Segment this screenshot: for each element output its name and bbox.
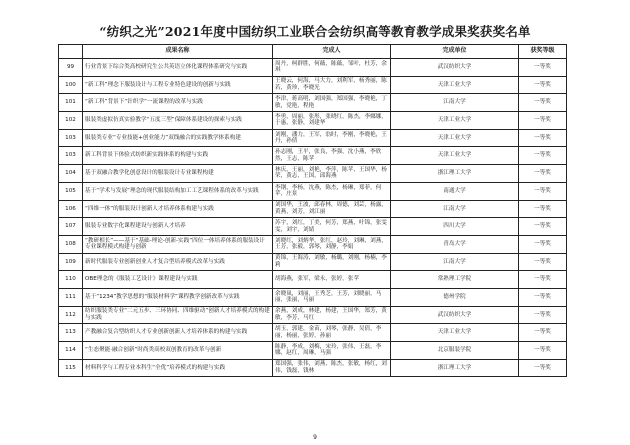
cell-award-level: 一等奖 bbox=[519, 200, 567, 218]
header-unit: 完成单位 bbox=[391, 45, 519, 59]
cell-achievement-name: 服装类专业“专业技能+创业能力”双线融合的实践教学体系构建 bbox=[83, 129, 273, 147]
cell-contributors: 刘刚，潘力，王军，翁时，李刚，李晓艳，王丹，孙倩 bbox=[273, 129, 391, 147]
document-title: “纺织之光”2021年度中国纺织工业联合会纺织高等教育教学成果奖获奖名单 bbox=[99, 24, 531, 39]
table-header-row bbox=[59, 45, 567, 59]
cell-award-level: 一等奖 bbox=[519, 235, 567, 253]
cell-contributors: 林庆，王丽，刘艳，李萍，陈苹，王国华，杨荣，黄志，王国，邱海燕 bbox=[273, 165, 391, 183]
cell-achievement-name: 服装类虚拟仿真实验教学“五度三型”保障体系建设的探索与实践 bbox=[83, 112, 273, 130]
cell-institution: 江南大学 bbox=[391, 253, 519, 271]
cell-number: 109 bbox=[59, 253, 83, 271]
cell-number: 101 bbox=[59, 94, 83, 112]
cell-achievement-name: 产教融合复合型纺织人才专业创新创新人才培养体系的构建与实践 bbox=[83, 324, 273, 342]
cell-award-level: 一等奖 bbox=[519, 253, 567, 271]
cell-number: 110 bbox=[59, 271, 83, 289]
cell-number: 100 bbox=[59, 76, 83, 94]
table-row bbox=[59, 342, 567, 360]
cell-award-level: 一等奖 bbox=[519, 129, 567, 147]
cell-award-level: 一等奖 bbox=[519, 359, 567, 377]
table-body bbox=[59, 59, 567, 377]
table-row bbox=[59, 306, 567, 324]
cell-award-level: 一等奖 bbox=[519, 147, 567, 165]
table-row bbox=[59, 359, 567, 377]
cell-contributors: 黄锦，王海涛，刘敏，杨璐，刘刚，杨楠，李莉 bbox=[273, 253, 391, 271]
cell-achievement-name: 服装专业数字化课程建设与创新人才培养 bbox=[83, 218, 273, 236]
cell-number: 114 bbox=[59, 342, 83, 360]
cell-institution: 武汉纺织大学 bbox=[391, 306, 519, 324]
cell-number: 115 bbox=[59, 359, 83, 377]
cell-institution: 浙江理工大学 bbox=[391, 165, 519, 183]
table-row bbox=[59, 253, 567, 271]
cell-achievement-name: “教研相长”——基于“基础-理论-创新-实践”四位一体培养体系的服装设计专业课程模式构建与创新 bbox=[83, 235, 273, 253]
table-row bbox=[59, 94, 567, 112]
cell-institution: 德州学院 bbox=[391, 288, 519, 306]
cell-award-level: 一等奖 bbox=[519, 218, 567, 236]
cell-institution: 常熟理工学院 bbox=[391, 271, 519, 289]
table-row bbox=[59, 129, 567, 147]
table-row bbox=[59, 218, 567, 236]
cell-number: 111 bbox=[59, 288, 83, 306]
cell-award-level: 一等奖 bbox=[519, 59, 567, 77]
table-row bbox=[59, 182, 567, 200]
cell-achievement-name: 基于“1234”教学思想的“服装材料学”课程教学创新改革与实践 bbox=[83, 288, 273, 306]
cell-institution: 浙江理工大学 bbox=[391, 359, 519, 377]
table-row bbox=[59, 324, 567, 342]
table-row bbox=[59, 288, 567, 306]
table-row bbox=[59, 76, 567, 94]
cell-number: 108 bbox=[59, 235, 83, 253]
cell-contributors: 刘国华，王波，邱春林，周德，刘芸，杨露，黄燕，刘芳，刘江丽 bbox=[273, 200, 391, 218]
cell-achievement-name: “四维一体”的服装设计创新人才培养体系构建与实践 bbox=[83, 200, 273, 218]
cell-award-level: 一等奖 bbox=[519, 165, 567, 183]
table-row bbox=[59, 112, 567, 130]
cell-achievement-name: “新工科”背景下“针织学”一流课程的改革与实践 bbox=[83, 94, 273, 112]
cell-number: 105 bbox=[59, 182, 83, 200]
header-people: 完成人 bbox=[273, 45, 391, 59]
cell-award-level: 一等奖 bbox=[519, 306, 567, 324]
cell-award-level: 一等奖 bbox=[519, 324, 567, 342]
cell-institution: 武汉纺织大学 bbox=[391, 59, 519, 77]
header-no bbox=[59, 45, 83, 59]
cell-achievement-name: 材料科学与工程专业本科生“全优”培养模式的构建与实践 bbox=[83, 359, 273, 377]
cell-achievement-name: “生态聚能·融合创新”时尚类高校双创教育的改革与创新 bbox=[83, 342, 273, 360]
cell-number: 112 bbox=[59, 306, 83, 324]
cell-contributors: 刘晓红，刘炳华，张红，赵玲，刘琳，刘燕，王芳，张毅，郭琴，刘静，李娟 bbox=[273, 235, 391, 253]
cell-institution: 青岛大学 bbox=[391, 235, 519, 253]
cell-contributors: 李津，蒋高明，刘国强，郑国强，李晓艳，丁敏，党艳，程艳 bbox=[273, 94, 391, 112]
cell-number: 107 bbox=[59, 218, 83, 236]
cell-number: 99 bbox=[59, 59, 83, 77]
cell-contributors: 王晓云，何海，马大力，刘利军，杨秀丽，陈若，黄珍，李晓光 bbox=[273, 76, 391, 94]
cell-achievement-name: 行业背景下综合类高校研究生公共英语立体化课程体系研究与实践 bbox=[83, 59, 273, 77]
cell-achievement-name: 新工科背景下体验式纺织新实践体系的构建与实践 bbox=[83, 147, 273, 165]
cell-award-level: 一等奖 bbox=[519, 112, 567, 130]
cell-institution: 天津工业大学 bbox=[391, 147, 519, 165]
cell-institution: 天津工业大学 bbox=[391, 76, 519, 94]
table-row bbox=[59, 235, 567, 253]
cell-award-level: 一等奖 bbox=[519, 182, 567, 200]
cell-number: 106 bbox=[59, 200, 83, 218]
cell-number: 103 bbox=[59, 129, 83, 147]
cell-contributors: 李勇，周丽，张彤，张晓红，陈杰，李娜娜，于惠，张静，刘建华 bbox=[273, 112, 391, 130]
cell-achievement-name: “新工科”理念下服装设计与工程专业特色建设的创新与实践 bbox=[83, 76, 273, 94]
cell-institution: 天津工业大学 bbox=[391, 324, 519, 342]
cell-award-level: 一等奖 bbox=[519, 271, 567, 289]
cell-award-level: 一等奖 bbox=[519, 288, 567, 306]
cell-institution: 四川大学 bbox=[391, 218, 519, 236]
cell-contributors: 苏宇，刘红，丁美，何芳，郑燕，叶锦，张雯雯，刘宇，刘婧 bbox=[273, 218, 391, 236]
cell-institution: 江南大学 bbox=[391, 94, 519, 112]
cell-contributors: 郑国强，张伟，刘燕，陈杰，张敏，杨红，刘伟，钱磊，钱林 bbox=[273, 359, 391, 377]
cell-institution: 天津工业大学 bbox=[391, 129, 519, 147]
table-row bbox=[59, 59, 567, 77]
cell-award-level: 一等奖 bbox=[519, 342, 567, 360]
cell-contributors: 胡海燕，张军，梁永，张婷，张苹 bbox=[273, 271, 391, 289]
cell-institution: 天津工业大学 bbox=[391, 112, 519, 130]
cell-institution: 江南大学 bbox=[391, 200, 519, 218]
cell-contributors: 周丹，柯群胜，何薇，陈薇，邹叶，杜芳，余琪 bbox=[273, 59, 391, 77]
cell-contributors: 胡玉，郭建，金苗，刘琴，张静，吴倩，李丽，杨丽，张婷，孙丽 bbox=[273, 324, 391, 342]
cell-achievement-name: 基于双融合教学化创意设计的服装设计专业课程构建 bbox=[83, 165, 273, 183]
cell-achievement-name: 新时代服装专业创新创业人才复合型培养模式改革与实践 bbox=[83, 253, 273, 271]
cell-contributors: 孙志刚，王平，张良，李强，沈小燕，李欣然，王志，陈苹 bbox=[273, 147, 391, 165]
cell-number: 102 bbox=[59, 112, 83, 130]
cell-contributors: 余燕，刘成，林建，杨建，王国华，郑芳，黄敏，李芳，马红 bbox=[273, 306, 391, 324]
cell-number: 113 bbox=[59, 324, 83, 342]
cell-award-level: 一等奖 bbox=[519, 94, 567, 112]
table-row bbox=[59, 147, 567, 165]
cell-award-level: 一等奖 bbox=[519, 76, 567, 94]
cell-institution: 北京服装学院 bbox=[391, 342, 519, 360]
awards-table bbox=[58, 44, 567, 377]
cell-achievement-name: OBE理念的《服装工艺设计》课程建设与实践 bbox=[83, 271, 273, 289]
header-name: 成果名称 bbox=[83, 45, 273, 59]
cell-number: 104 bbox=[59, 165, 83, 183]
cell-achievement-name: 纺织服装类专业“二元五步、三环协同、四维驱动”创新人才培养模式的构建与实践 bbox=[83, 306, 273, 324]
cell-contributors: 陈静，李成，刘梅，宋玲，张伟，王磊，李娜，赵红，周琳，马强 bbox=[273, 342, 391, 360]
cell-number: 103 bbox=[59, 147, 83, 165]
table-row bbox=[59, 165, 567, 183]
table-row bbox=[59, 271, 567, 289]
header-award: 获奖等级 bbox=[519, 45, 567, 59]
cell-contributors: 余晓岚，刘丽，王秀芝，王芳，刘晓丽，马丽，张丽，马丽 bbox=[273, 288, 391, 306]
page-number: 9 bbox=[313, 434, 317, 441]
table-row bbox=[59, 200, 567, 218]
cell-institution: 南通大学 bbox=[391, 182, 519, 200]
cell-contributors: 李钢，李杨，沈燕，陈杰，杨琳，郑菲，何苹，庄景 bbox=[273, 182, 391, 200]
cell-achievement-name: 基于“学术与发展”理念的现代服装结构加工工艺课程体系的改革与实践 bbox=[83, 182, 273, 200]
